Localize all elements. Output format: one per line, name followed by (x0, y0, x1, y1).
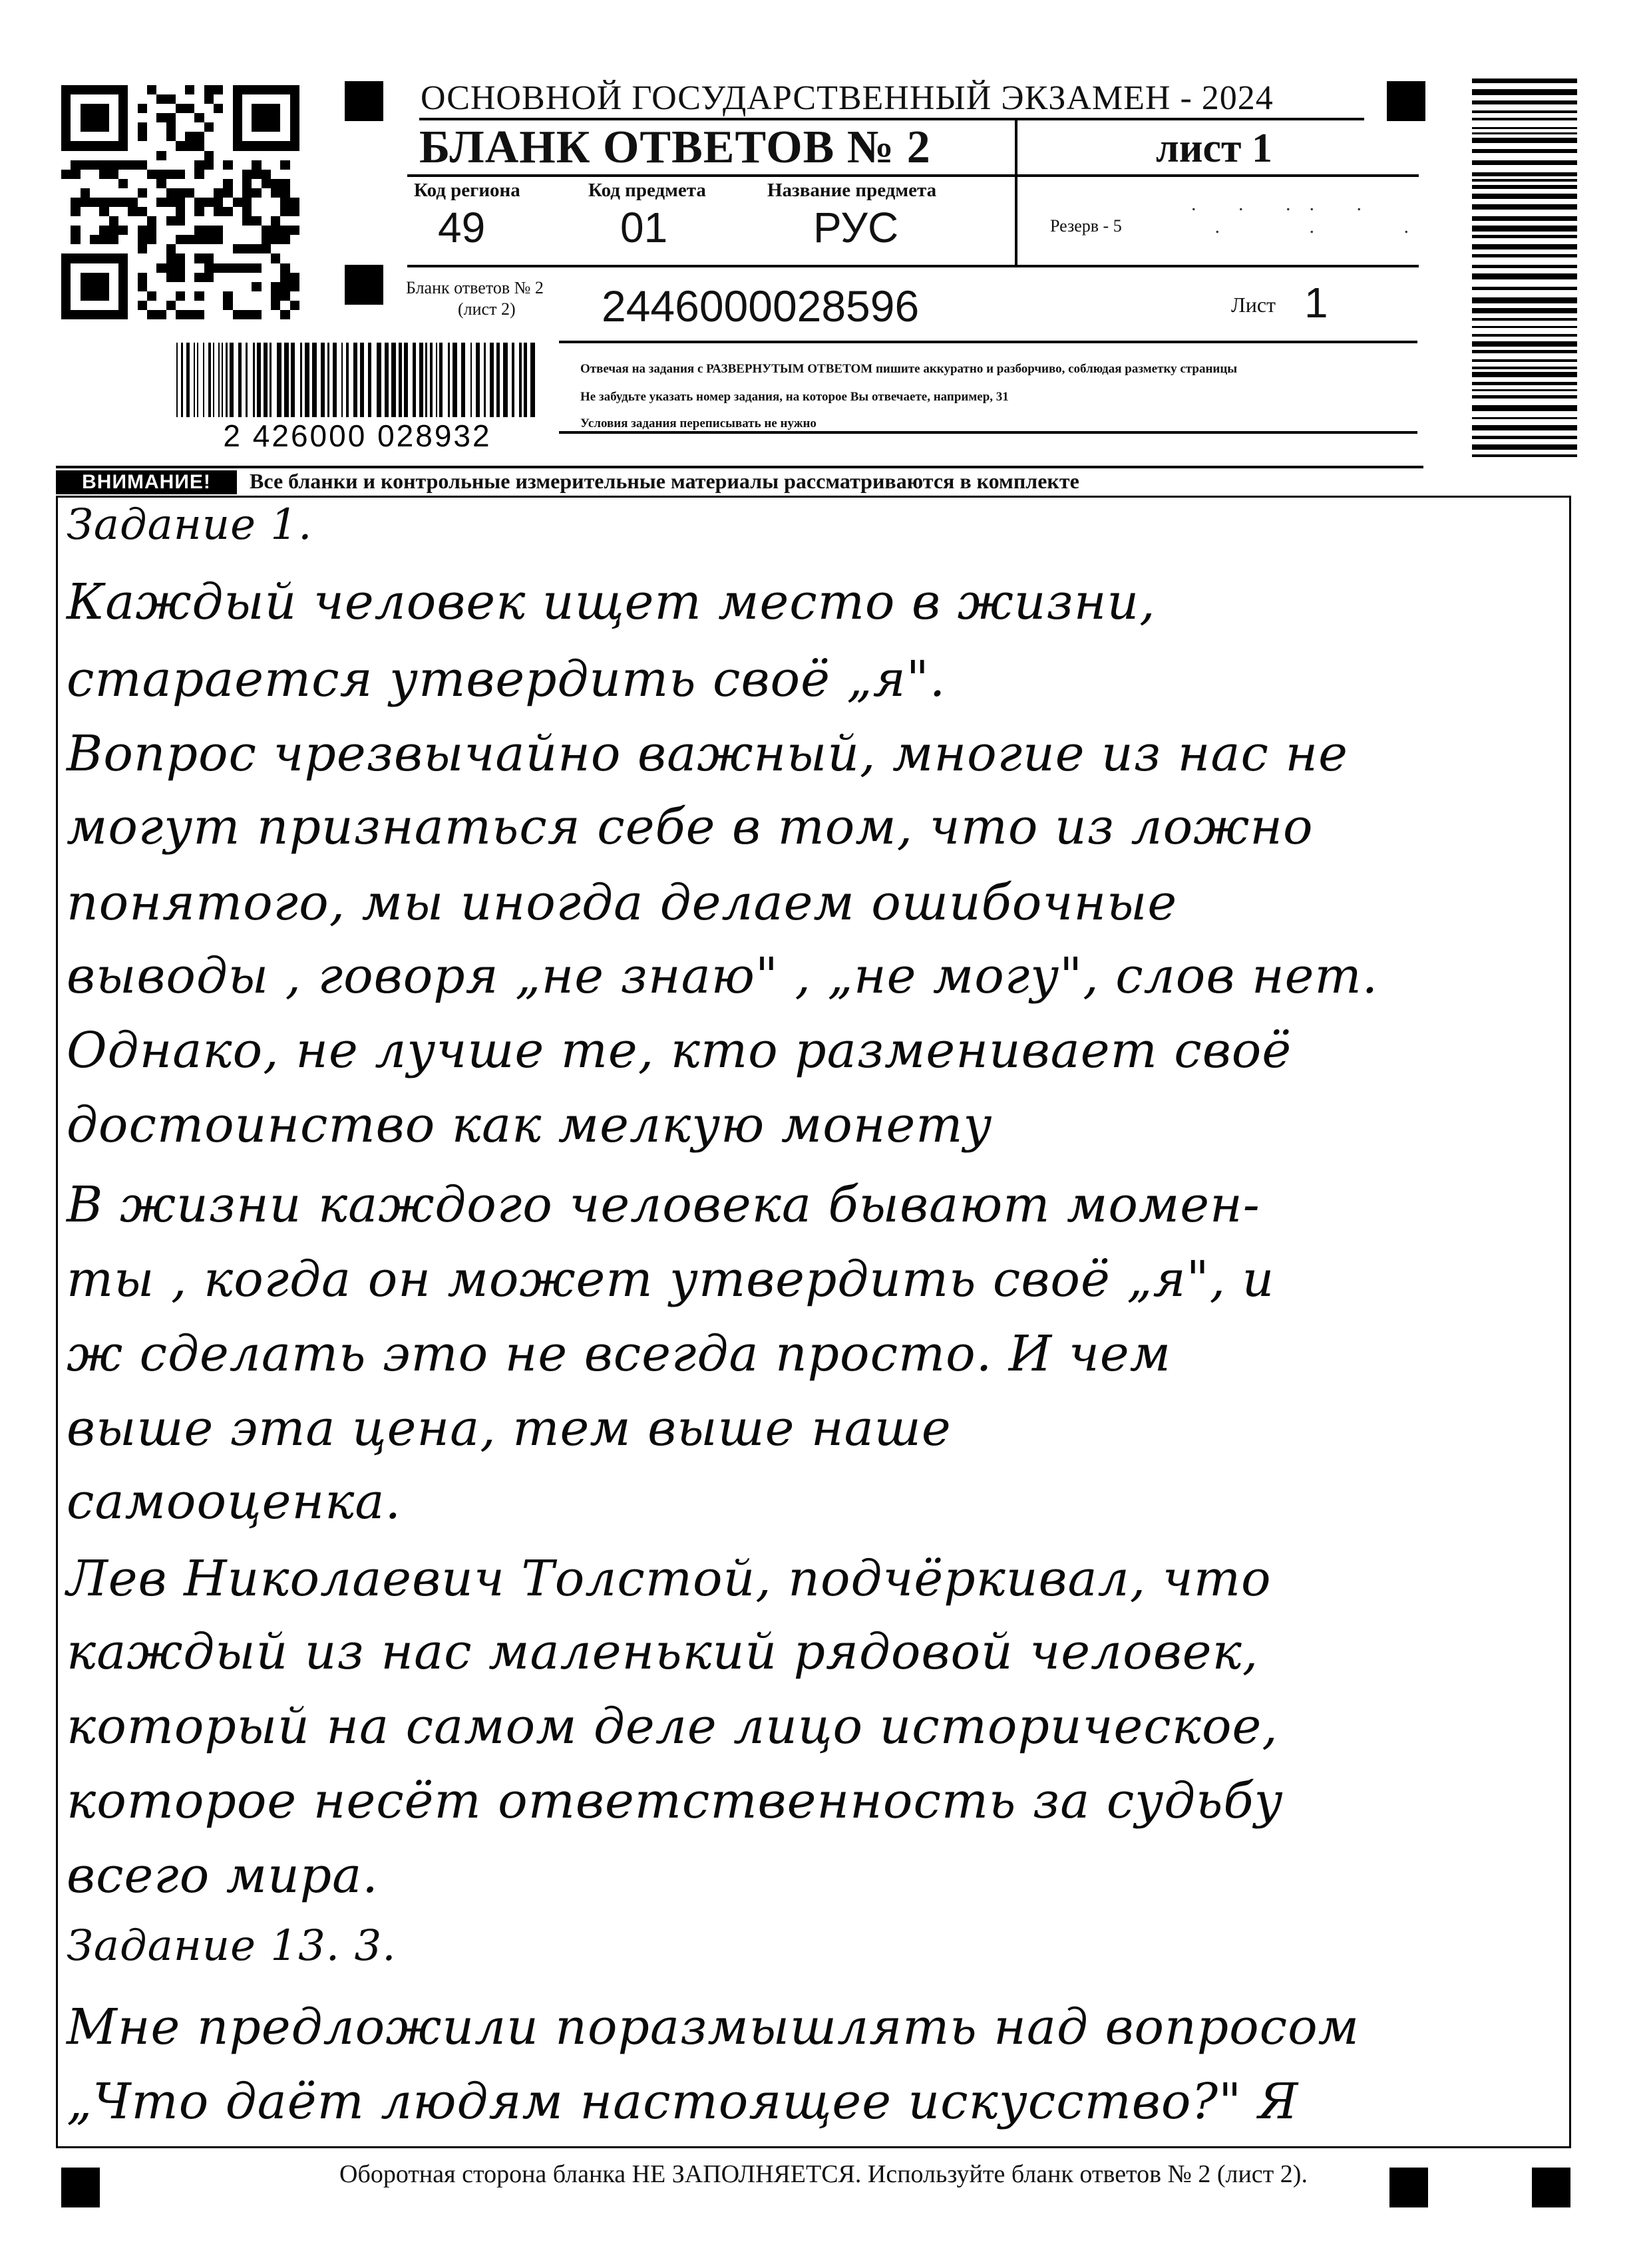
barcode-bar (194, 343, 195, 417)
barcode-bar (524, 343, 527, 417)
header-divider (1015, 120, 1017, 267)
handwritten-line: выводы , говоря „не знаю" , „не могу", слов нет. (67, 947, 1379, 1005)
handwritten-line: Вопрос чрезвычайно важный, многие из нас не (67, 725, 1348, 782)
barcode-bar (1472, 359, 1577, 362)
subject-name-value: РУС (813, 204, 899, 251)
barcode-bar (512, 343, 514, 417)
region-label: Код региона (414, 180, 520, 201)
barcode-bar (448, 343, 450, 417)
barcode-bar (1472, 395, 1577, 399)
barcode-bar (430, 343, 433, 417)
barcode-bar (439, 343, 443, 417)
barcode-bar (1472, 444, 1577, 450)
barcode-bar (312, 343, 317, 417)
barcode-bar (1472, 297, 1577, 303)
handwritten-line: старается утвердить своё „я". (67, 651, 946, 708)
barcode-bar (257, 343, 261, 417)
handwritten-line: достоинство как мелкую монету (67, 1096, 993, 1154)
barcode-bar (1472, 341, 1577, 347)
instruction-text: Условия задания переписывать не нужно (580, 416, 817, 430)
barcode-bar (1472, 405, 1577, 411)
warning-badge: ВНИМАНИЕ! (56, 470, 237, 494)
barcode-bar (1472, 244, 1577, 249)
barcode-bar (413, 343, 416, 417)
barcode-bar (399, 343, 402, 417)
barcode-bar (453, 343, 457, 417)
barcode-bar (327, 343, 329, 417)
handwritten-line: выше эта цена, тем выше наше (67, 1400, 952, 1457)
handwritten-line: ж сделать это не всегда просто. И чем (67, 1325, 1172, 1382)
handwritten-line: всего мира. (67, 1847, 379, 1904)
blank-ref-label: Бланк ответов № 2 (406, 278, 544, 297)
sheet-number-label: Лист (1231, 293, 1276, 317)
barcode-bar (1472, 132, 1577, 134)
barcode-bar (1472, 382, 1577, 385)
blank-ref-label-sheet: (лист 2) (458, 299, 516, 319)
barcode-bar (1472, 254, 1577, 257)
barcode-bar (1472, 127, 1577, 129)
barcode-bar (1472, 334, 1577, 337)
barcode-bar (1472, 425, 1577, 430)
alignment-marker (345, 81, 383, 121)
barcode-bar (203, 343, 204, 417)
subject-name-label: Название предмета (767, 180, 937, 201)
barcode-bar (404, 343, 408, 417)
barcode-bar (1472, 160, 1577, 165)
barcode-bar (360, 343, 364, 417)
barcode-bar (305, 343, 309, 417)
barcode-bar (253, 343, 255, 417)
barcode-bar (391, 343, 396, 417)
barcode-bar (1472, 454, 1577, 457)
barcode-bar (470, 343, 472, 417)
handwritten-line: понятого, мы иногда делаем ошибочные (67, 874, 1178, 931)
barcode-bar (1472, 179, 1577, 182)
barcode-bar (1472, 185, 1577, 189)
handwritten-line: „Что даёт людям настоящее искусство?" Я (67, 2073, 1299, 2130)
alignment-marker (345, 265, 383, 305)
barcode-bar (1472, 79, 1577, 83)
barcode-bar (1472, 265, 1577, 268)
barcode-bar (1472, 287, 1577, 290)
barcode-bar (277, 343, 281, 417)
barcode-bar (1472, 318, 1577, 321)
barcode-bar (218, 343, 220, 417)
alignment-marker (1387, 81, 1425, 121)
header-line (407, 265, 1419, 267)
barcode-bar (341, 343, 343, 417)
barcode-bar (484, 343, 486, 417)
barcode-bar (246, 343, 248, 417)
barcode-bar (264, 343, 268, 417)
header-line (56, 466, 1423, 468)
handwritten-line: каждый из нас маленький рядовой человек, (67, 1623, 1259, 1681)
reserve-dots: . . .. . . . . (1191, 193, 1427, 238)
barcode-bar (496, 343, 500, 417)
barcode-bar (519, 343, 522, 417)
barcode-bar (186, 343, 190, 417)
barcode-bar (1472, 204, 1577, 210)
handwritten-line: ты , когда он может утвердить своё „я", и (67, 1251, 1275, 1308)
barcode-bar (226, 343, 228, 417)
handwritten-line: который на самом деле лицо историческое, (67, 1698, 1278, 1755)
barcode-bar (333, 343, 337, 417)
barcode-bar (377, 343, 381, 417)
blank-ref-number: 2446000028596 (602, 281, 920, 331)
barcode-bar (176, 343, 178, 417)
barcode-bar (181, 343, 183, 417)
header-line (559, 341, 1417, 343)
barcode-bar (1472, 436, 1577, 439)
barcode-bar (1472, 417, 1577, 419)
instruction-text: Не забудьте указать номер задания, на которое Вы отвечаете, например, 31 (580, 390, 1009, 404)
handwritten-line: которое несёт ответственность за судьбу (67, 1772, 1284, 1830)
barcode-bar (1472, 118, 1577, 120)
subject-code-value: 01 (620, 204, 668, 251)
handwritten-line: В жизни каждого человека бывают момен- (67, 1176, 1260, 1233)
barcode-bar (530, 343, 535, 417)
barcode-bar (197, 343, 198, 417)
barcode-bar (208, 343, 211, 417)
barcode-bar (238, 343, 242, 417)
barcode-bar (1472, 194, 1577, 199)
barcode-bar (419, 343, 423, 417)
barcode-bar (353, 343, 357, 417)
title-underline (419, 118, 1364, 120)
barcode-bar (1472, 389, 1577, 391)
barcode-bar (1472, 110, 1577, 113)
handwritten-line: самооценка. (67, 1473, 402, 1530)
sheet-label: лист 1 (1156, 126, 1272, 171)
barcode-bar (503, 343, 508, 417)
barcode-bar (1472, 100, 1577, 104)
barcode-bar (321, 343, 325, 417)
barcode-bar (270, 343, 272, 417)
subject-code-label: Код предмета (588, 180, 706, 201)
region-value: 49 (438, 204, 486, 251)
handwritten-line: Задание 13. 3. (67, 1921, 397, 1971)
barcode-number: 2 426000 028932 (223, 418, 492, 453)
barcode-bar (300, 343, 302, 417)
reserve-label: Резерв - 5 (1050, 216, 1122, 236)
handwritten-line: Каждый человек ищет место в жизни, (67, 573, 1156, 631)
barcode-bar (291, 343, 295, 417)
barcode-bar (1472, 89, 1577, 95)
barcode-bar (230, 343, 234, 417)
exam-title: ОСНОВНОЙ ГОСУДАРСТВЕННЫЙ ЭКЗАМЕН - 2024 (421, 79, 1274, 117)
handwritten-line: Задание 1. (67, 500, 313, 550)
barcode-bar (1472, 216, 1577, 221)
sheet-number-value: 1 (1304, 279, 1328, 327)
barcode (176, 343, 539, 417)
instruction-text: Отвечая на задания с РАЗВЕРНУТЫМ ОТВЕТОМ пишите аккуратно и разборчиво, соблюдая разметку страницы (580, 362, 1238, 376)
barcode-bar (1472, 308, 1577, 313)
barcode-bar (222, 343, 223, 417)
barcode-bar (1472, 350, 1577, 353)
barcode-bar (436, 343, 437, 417)
barcode-bar (1472, 273, 1577, 279)
barcode-bar (284, 343, 289, 417)
barcode-bar (213, 343, 214, 417)
barcode-bar (476, 343, 480, 417)
handwritten-line: Лев Николаевич Толстой, подчёркивал, что (67, 1550, 1272, 1607)
barcode-bar (1472, 138, 1577, 143)
barcode-bar (1472, 372, 1577, 377)
barcode-bar (490, 343, 494, 417)
handwritten-line: Мне предложили поразмышлять над вопросом (67, 1999, 1360, 2056)
footer-note: Оборотная сторона бланка НЕ ЗАПОЛНЯЕТСЯ. Используйте бланк ответов № 2 (лист 2). (339, 2160, 1308, 2188)
barcode-bar (1472, 172, 1577, 176)
barcode-bar (1472, 235, 1577, 238)
barcode-bar (368, 343, 371, 417)
barcode-bar (346, 343, 349, 417)
header-line (559, 431, 1417, 434)
barcode-bar (425, 343, 427, 417)
qr-code (61, 85, 299, 319)
barcode-bar (461, 343, 465, 417)
vertical-barcode (1472, 79, 1577, 460)
barcode-bar (1472, 367, 1577, 369)
barcode-bar (1472, 226, 1577, 232)
barcode-bar (385, 343, 389, 417)
warning-text: Все бланки и контрольные измерительные материалы рассматриваются в комплекте (250, 469, 1079, 493)
header-line (407, 174, 1419, 177)
handwritten-line: могут признаться себе в том, что из ложно (67, 798, 1314, 856)
form-title: БЛАНК ОТВЕТОВ № 2 (419, 122, 931, 173)
barcode-bar (1472, 149, 1577, 153)
handwritten-line: Однако, не лучше те, кто разменивает своё (67, 1022, 1292, 1079)
barcode-bar (1472, 326, 1577, 328)
